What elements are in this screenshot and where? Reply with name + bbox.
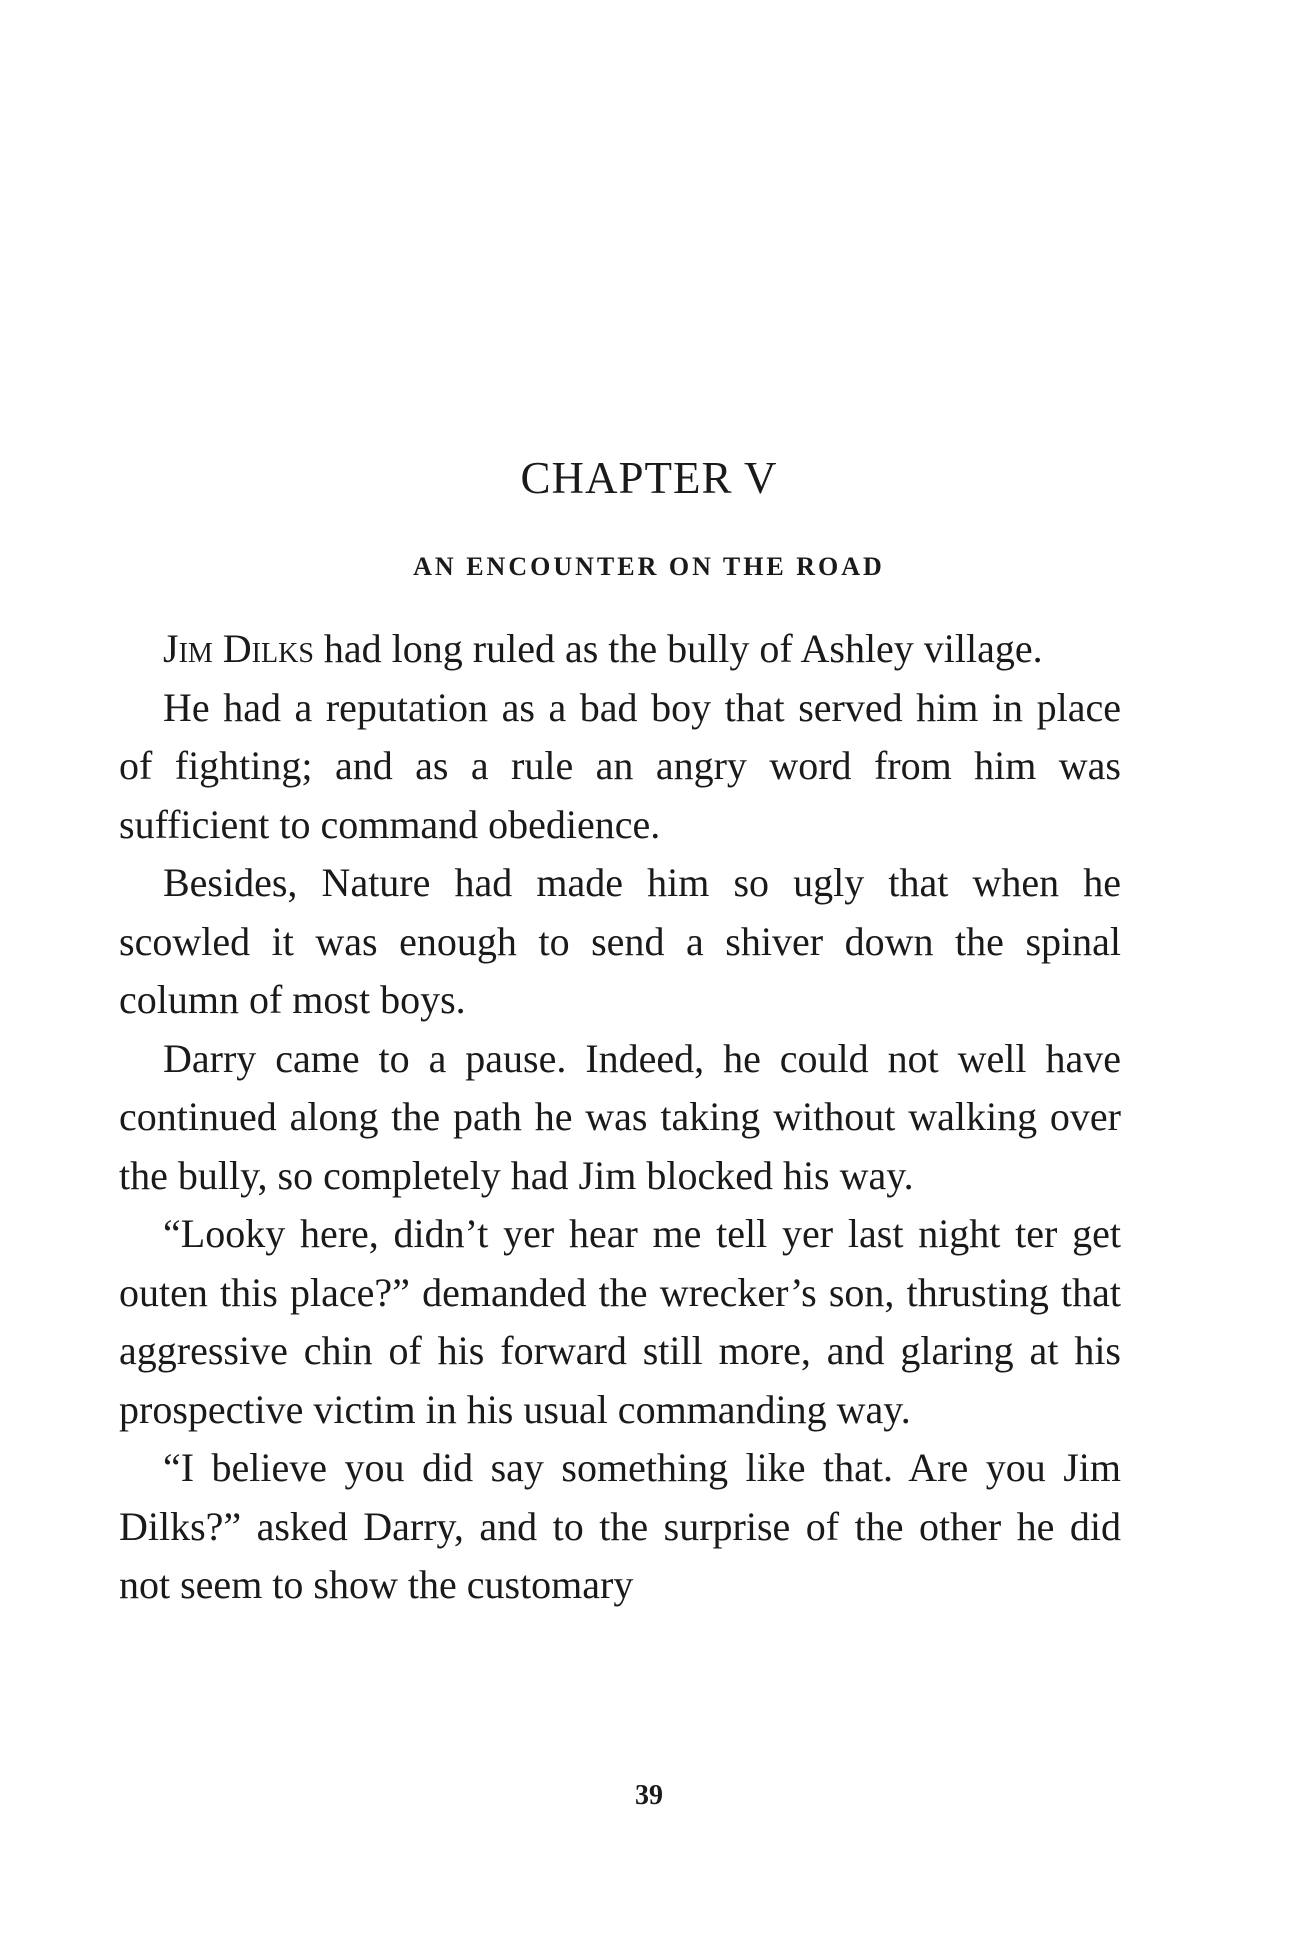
paragraph-1: [119, 620, 1121, 679]
paragraph-5: “Looky here, didn’t yer hear me tell yer last night ter get outen this place?” demanded the wrecker’s son, thrusting that aggressive chin of his forward still more, and glaring at his prospective victim in his usual commanding way.: [119, 1211, 1121, 1432]
body-text: [119, 620, 1121, 1615]
paragraph-lead: Jim Dilks: [163, 626, 314, 671]
chapter-title: CHAPTER V: [520, 453, 778, 503]
page-number: 39: [635, 1780, 663, 1811]
paragraph-3: Besides, Nature had made him so ugly that when he scowled it was enough to send a shiver down the spinal column of most boys.: [119, 860, 1121, 1022]
paragraph-text: had long ruled as the bully of Ashley village.: [313, 626, 1043, 671]
paragraph-6: “I believe you did say something like that. Are you Jim Dilks?” asked Darry, and to the surprise of the other he did not seem to show the customary: [119, 1445, 1121, 1607]
paragraph-2: He had a reputation as a bad boy that served him in place of fighting; and as a rule an angry word from him was sufficient to command obedience.: [119, 684, 1121, 847]
paragraph-4: Darry came to a pause. Indeed, he could not well have continued along the path he was taking without walking over the bully, so completely had Jim blocked his way.: [119, 1035, 1121, 1198]
chapter-subtitle: AN ENCOUNTER ON THE ROAD: [413, 552, 885, 581]
